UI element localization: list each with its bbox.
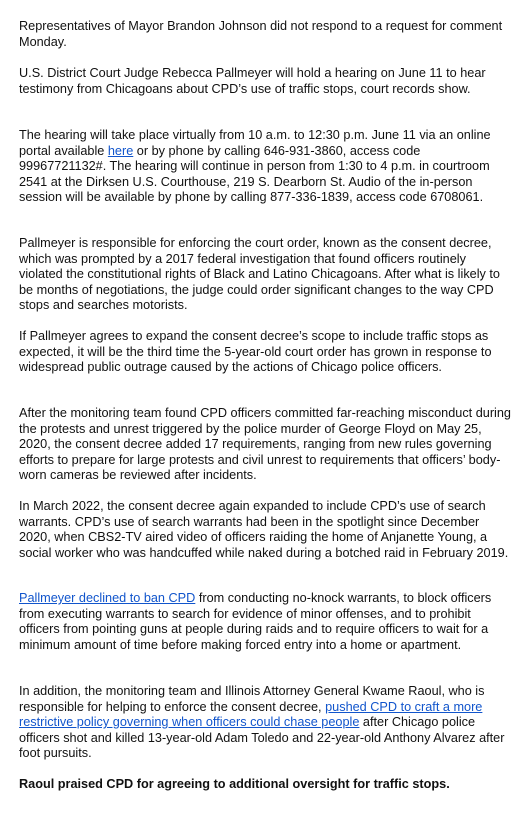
paragraph-raoul-praised: Raoul praised CPD for agreeing to additional oversight for traffic stops. — [19, 777, 450, 791]
paragraph-text: or by phone by calling 646-931-3860, access code 99967721132#. The hearing will continue in person from 1:30 to 4 p.m. in courtroom 2541 at the Dirksen U.S. Courthouse, 219 S. Dearborn St. Audio of the in-person session will be available by phone by calling 877-336-1839, access code 6708061. — [19, 143, 490, 204]
hearing-portal-link[interactable]: here — [107, 143, 134, 158]
paragraph-no-response: Representatives of Mayor Brandon Johnson did not respond to a request for comment Monday. — [19, 19, 503, 49]
paragraph-george-floyd: After the monitoring team found CPD officers committed far-reaching misconduct during the protests and unrest triggered by the police murder of George Floyd on May 25, 2020, the consent decree added 17 requirements, ranging from new rules governing efforts to prepare for large protests and civil unrest to requirements that officers’ body-worn cameras be reviewed after incidents. — [19, 406, 511, 482]
paragraph-text: from conducting no-knock warrants, to block officers from executing warrants to search for evidence of minor offenses, and to prohibit officers from pointing guns at people during raids and to require officers to wait for a minimum amount of time before making forced entry into a home or apartment. — [19, 591, 492, 652]
foot-pursuit-policy-link[interactable]: pushed CPD to craft a more restrictive policy governing when officers could chase people — [19, 699, 483, 729]
paragraph-expand-scope: If Pallmeyer agrees to expand the consent decree’s scope to include traffic stops as expected, it will be the third time the 5-year-old court order has grown in response to widespread public outrage caused by the actions of Chicago police officers. — [19, 329, 492, 374]
paragraph-text: The hearing will take place virtually from 10 a.m. to 12:30 p.m. June 11 via an online portal available — [19, 128, 491, 158]
paragraph-text: after Chicago police officers shot and killed 13-year-old Adam Toledo and 22-year-old Anthony Alvarez after foot pursuits. — [19, 715, 505, 760]
paragraph-hearing-details — [19, 128, 511, 206]
paragraph-hearing-announcement: U.S. District Court Judge Rebecca Pallmeyer will hold a hearing on June 11 to hear testimony from Chicagoans about CPD’s use of traffic stops, court records show. — [19, 66, 486, 96]
paragraph-foot-pursuits — [19, 684, 511, 762]
paragraph-search-warrants: In March 2022, the consent decree again expanded to include CPD’s use of search warrants. CPD’s use of search warrants had been in the spotlight since December 2020, when CBS2-TV aired video of officers raiding the home of Anjanette Young, a social worker who was handcuffed while naked during a botched raid in February 2019. — [19, 499, 509, 560]
paragraph-consent-decree: Pallmeyer is responsible for enforcing the court order, known as the consent decree, which was prompted by a 2017 federal investigation that found officers routinely violated the constitutional rights of Black and Latino Chicagoans. After what is likely to be months of negotiations, the judge could order significant changes to the way CPD stops and searches motorists. — [19, 236, 500, 312]
paragraph-no-knock-warrants — [19, 591, 511, 653]
pallmeyer-declined-link[interactable]: Pallmeyer declined to ban CPD — [19, 591, 196, 605]
paragraph-text: In addition, the monitoring team and Illinois Attorney General Kwame Raoul, who is responsible for helping to enforce the consent decree, — [19, 684, 485, 714]
